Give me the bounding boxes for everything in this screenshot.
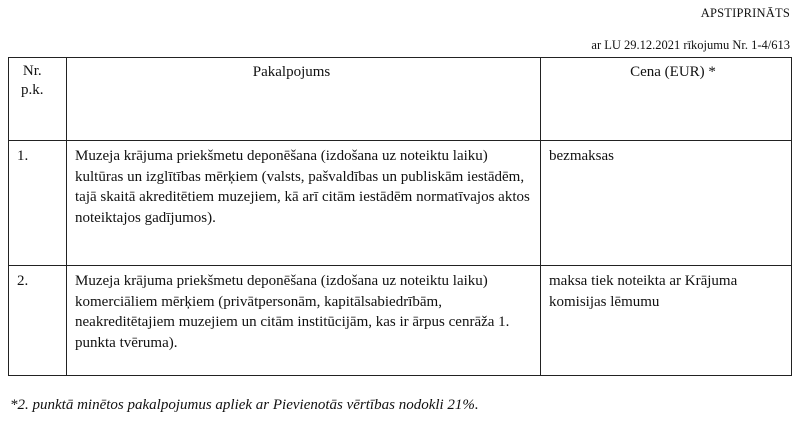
approved-label: APSTIPRINĀTS	[700, 6, 790, 20]
row-number: 1.	[9, 141, 67, 266]
row-service: Muzeja krājuma priekšmetu deponēšana (izdošana uz noteiktu laiku) kultūras un izglītības mērķiem (valsts, pašvaldības un publiskām iestādēm, tajā skaitā akreditētiem muzejiem, kā arī citām iestādēm normatīvajos aktos noteiktajos gadījumos).	[67, 141, 541, 266]
approval-reference: ar LU 29.12.2021 rīkojumu Nr. 1-4/613	[591, 38, 790, 52]
header-number	[9, 58, 67, 141]
row-price: maksa tiek noteikta ar Krājuma komisijas lēmumu	[541, 266, 792, 376]
table-header-row	[9, 58, 792, 141]
header-number-line1: Nr.	[22, 63, 42, 79]
price-list-table	[8, 57, 792, 376]
row-number: 2.	[9, 266, 67, 376]
vat-footnote: *2. punktā minētos pakalpojumus apliek ar Pievienotās vērtības nodokli 21%.	[10, 397, 479, 413]
row-service: Muzeja krājuma priekšmetu deponēšana (izdošana uz noteiktu laiku) komerciāliem mērķiem (privātpersonām, kapitālsabiedrībām, neakreditētajiem muzejiem un citām institūcijām, kas ir ārpus cenrāža 1. punkta tvēruma).	[67, 266, 541, 376]
header-price: Cena (EUR) *	[541, 58, 792, 141]
table-row	[9, 141, 792, 266]
header-service: Pakalpojums	[67, 58, 541, 141]
row-price: bezmaksas	[541, 141, 792, 266]
table-row	[9, 266, 792, 376]
header-number-line2: p.k.	[21, 82, 44, 98]
